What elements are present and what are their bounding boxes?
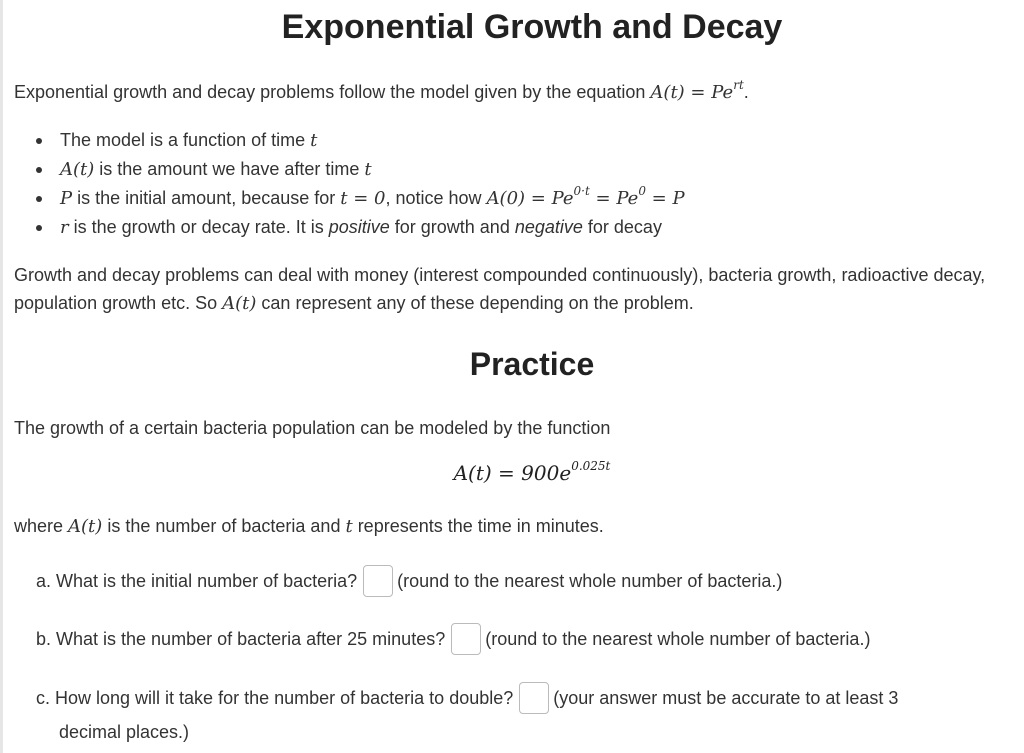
practice-equation: [0, 461, 1024, 485]
bullet-rate-positive: positive: [328, 217, 390, 237]
page-title: Exponential Growth and Decay: [281, 8, 783, 46]
intro-paragraph: [14, 78, 749, 107]
question-b-note: (round to the nearest whole number of bacteria.): [485, 629, 871, 649]
where-pre: where: [14, 516, 69, 536]
intro-period: .: [743, 82, 749, 102]
practice-intro: The growth of a certain bacteria population can be modeled by the function: [14, 418, 611, 438]
question-a: [36, 564, 996, 598]
bullet-initial-exp3: 0·t: [573, 184, 590, 198]
intro-text: Exponential growth and decay problems follow the model given by the equation: [14, 82, 646, 102]
question-b-label: b. What is the number of bacteria after 25 minutes?: [36, 629, 446, 649]
question-b: [36, 622, 996, 656]
bullet-amount: [36, 155, 685, 184]
bullet-initial-exp4: 0: [638, 184, 646, 198]
question-c-note: (your answer must be accurate to at least 3: [553, 688, 899, 708]
question-a-label: a. What is the initial number of bacteria?: [36, 571, 358, 591]
bullet-initial-text2: , notice how: [385, 188, 487, 208]
growth-paragraph: [14, 261, 1019, 318]
intro-equation: [650, 78, 744, 103]
answer-b-input[interactable]: [451, 623, 481, 655]
question-c-label: c. How long will it take for the number of bacteria to double?: [36, 688, 514, 708]
bullet-time: [36, 126, 685, 155]
where-paragraph: [14, 512, 604, 541]
practice-equation-exponent: 0.025t: [571, 459, 611, 474]
where-mid: is the number of bacteria and: [102, 516, 346, 536]
bullet-initial: [36, 184, 685, 213]
bullet-rate: [36, 213, 685, 242]
model-bullet-list: [36, 126, 685, 242]
intro-equation-equals: =: [684, 82, 712, 103]
intro-equation-rhs: Pe: [711, 82, 734, 103]
bullet-rate-text: is the growth or decay rate. It is: [68, 217, 329, 237]
bullet-initial-math: P: [60, 188, 73, 209]
bullet-initial-math3: A(0) = Pe: [486, 188, 574, 209]
practice-equation-lhs: A(t) = 900e: [453, 461, 572, 485]
growth-math: A(t): [222, 293, 257, 314]
bullet-time-text: The model is a function of time: [60, 130, 311, 150]
bullet-rate-text2: for growth and: [389, 217, 515, 237]
where-math2: t: [345, 516, 353, 537]
bullet-rate-math: r: [60, 217, 69, 238]
question-a-note: (round to the nearest whole number of bacteria.): [397, 571, 783, 591]
growth-text1: Growth and decay problems can deal with money (interest compounded continuously), bacteria growth, radioactive decay, population growth etc. So: [14, 265, 986, 313]
bullet-initial-equation: [486, 184, 685, 209]
bullet-amount-text: is the amount we have after time: [94, 159, 365, 179]
where-math1: A(t): [68, 516, 103, 537]
practice-heading: Practice: [469, 346, 595, 382]
growth-text2: can represent any of these depending on the problem.: [256, 293, 694, 313]
where-post: represents the time in minutes.: [352, 516, 604, 536]
intro-equation-exponent: rt: [733, 78, 744, 92]
bullet-rate-negative: negative: [514, 217, 583, 237]
bullet-initial-math4: = Pe: [589, 188, 639, 209]
intro-equation-lhs: A(t): [650, 82, 685, 103]
bullet-initial-text: is the initial amount, because for: [72, 188, 341, 208]
bullet-initial-math2: t = 0: [340, 188, 386, 209]
bullet-initial-math5: = P: [645, 188, 685, 209]
bullet-rate-text3: for decay: [582, 217, 662, 237]
question-c: [36, 681, 996, 749]
question-c-note-cont: decimal places.): [59, 722, 190, 743]
answer-a-input[interactable]: [363, 565, 393, 597]
bullet-amount-math: A(t): [60, 159, 95, 180]
bullet-amount-math2: t: [364, 159, 372, 180]
answer-c-input[interactable]: [519, 682, 549, 714]
bullet-time-math: t: [310, 130, 318, 151]
